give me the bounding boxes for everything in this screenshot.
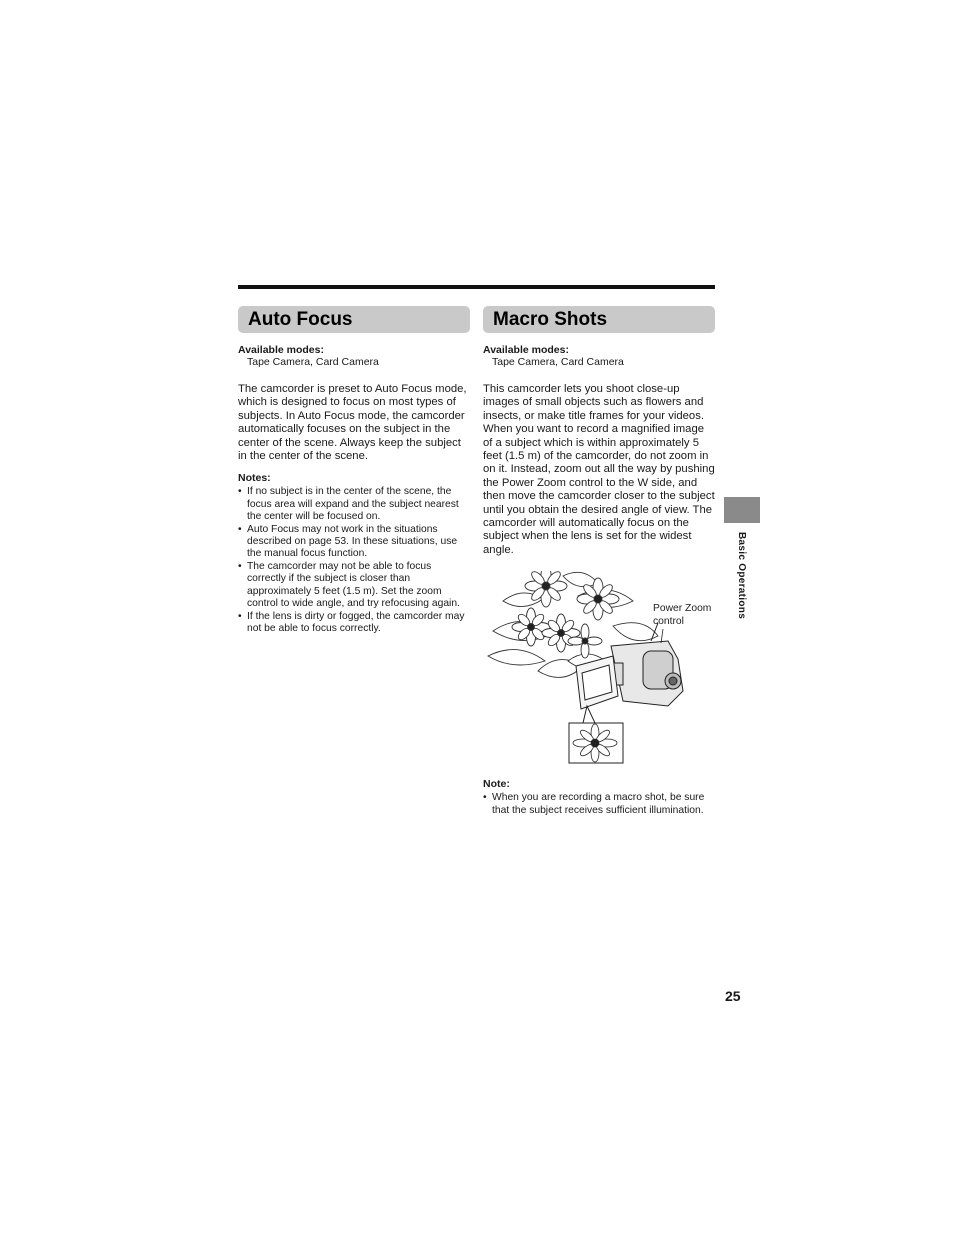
macro-shots-section [483,306,715,817]
note-item: • Auto Focus may not work in the situations described on page 53. In these situations, use the manual focus function. [238,524,470,561]
notes-list [483,792,715,817]
section-tab-label: Basic Operations [736,532,747,620]
flowers-and-camcorder-drawing [483,571,715,769]
auto-focus-body: The camcorder is preset to Auto Focus mode, which is designed to focus on most types of subjects. In Auto Focus mode, the camcorder automatically focuses on the subject in the center of the scene. Always keep the subject in the center of the scene. [238,383,467,463]
note-item: • If no subject is in the center of the scene, the focus area will expand and the subject nearest the center will be focused on. [238,486,470,523]
power-zoom-callout-line1: Power Zoom [653,603,712,615]
auto-focus-section [238,306,470,635]
note-item: • If the lens is dirty or fogged, the camcorder may not be able to focus correctly. [238,611,470,636]
macro-shots-heading: Macro Shots [483,306,715,333]
macro-illustration [483,571,715,769]
section-tab-marker [724,497,760,523]
page-number: 25 [725,988,741,1004]
note-item: • The camcorder may not be able to focus correctly if the subject is closer than approximately 5 feet (1.5 m). Set the zoom control to wide angle, and try refocusing again. [238,561,470,611]
flower-cluster [512,571,619,658]
note-item: • When you are recording a macro shot, be sure that the subject receives sufficient illumination. [483,792,715,817]
available-modes-label: Available modes: [238,344,324,356]
macro-shots-body: This camcorder lets you shoot close-up images of small objects such as flowers and insects, or make title frames for your videos. When you want to record a magnified image of a subject which is within approximately 5 feet (1.5 m) of the camcorder, do not zoom in on it. Instead, zoom out all the way by pushing the Power Zoom control to the W side, and then move the camcorder closer to the subject until you obtain the desired angle of view. The camcorder will automatically focus on the subject when the lens is set for the widest angle. [483,383,715,556]
top-rule [238,285,715,289]
notes-label: Notes: [238,472,271,485]
auto-focus-heading: Auto Focus [238,306,470,333]
notes-list [238,486,470,635]
note-label: Note: [483,778,510,791]
monitor-closeup-inset [569,706,623,763]
available-modes-value: Tape Camera, Card Camera [492,356,624,368]
available-modes-label: Available modes: [483,344,569,356]
available-modes-value: Tape Camera, Card Camera [247,356,379,368]
power-zoom-callout [653,603,711,628]
power-zoom-callout-line2: control [653,615,684,627]
